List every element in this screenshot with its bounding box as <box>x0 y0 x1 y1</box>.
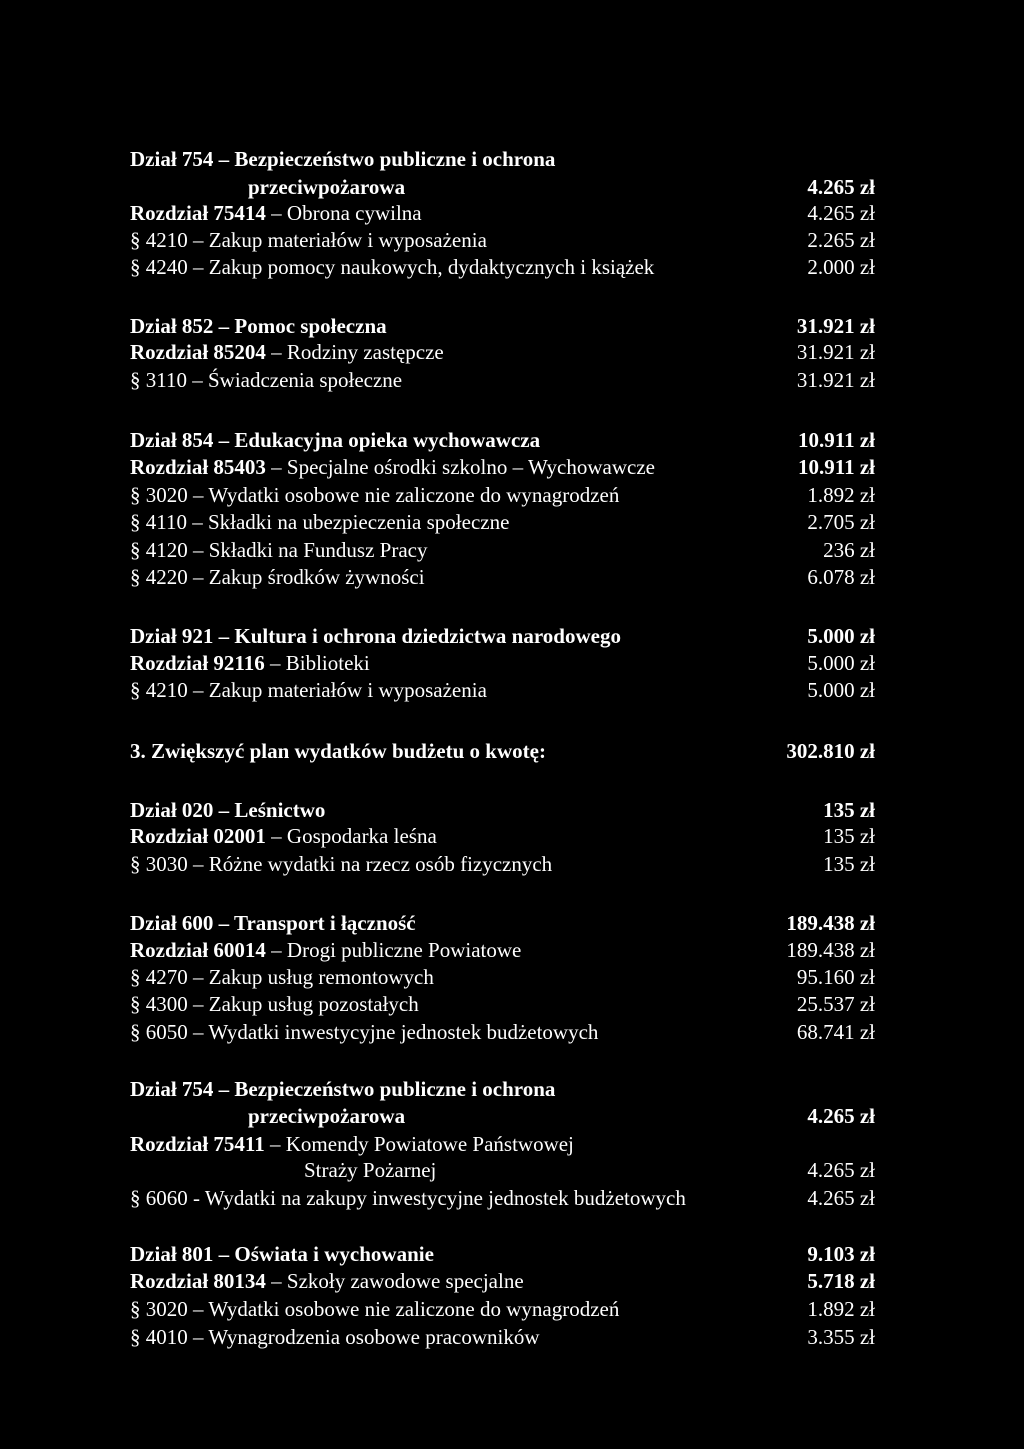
budget-line <box>130 1019 875 1045</box>
budget-line <box>130 650 875 676</box>
budget-line-amount: 2.705 zł <box>807 510 875 534</box>
budget-line <box>130 146 875 172</box>
budget-line <box>130 367 875 393</box>
budget-line-amount: 5.000 zł <box>807 651 875 675</box>
budget-line-amount: 31.921 zł <box>796 314 875 338</box>
budget-line <box>130 677 875 703</box>
budget-line-amount: 135 zł <box>823 852 875 876</box>
budget-line-amount: 302.810 zł <box>786 739 875 763</box>
budget-line-amount: 1.892 zł <box>807 1297 875 1321</box>
budget-line-label: § 4210 – Zakup materiałów i wyposażenia <box>130 678 487 702</box>
budget-line-amount: 135 zł <box>823 798 875 822</box>
budget-line-label: Dział 852 – Pomoc społeczna <box>130 314 387 338</box>
budget-line <box>130 509 875 535</box>
budget-line-amount: 2.265 zł <box>807 228 875 252</box>
budget-line-label: Dział 921 – Kultura i ochrona dziedzictwa narodowego <box>130 624 621 648</box>
budget-line <box>130 1241 875 1267</box>
budget-line-label: Dział 854 – Edukacyjna opieka wychowawcza <box>130 428 541 452</box>
budget-line-amount: 236 zł <box>823 538 875 562</box>
budget-line-label: § 4120 – Składki na Fundusz Pracy <box>130 538 428 562</box>
budget-line-amount: 189.438 zł <box>786 938 875 962</box>
budget-line-label: Straży Pożarnej <box>304 1158 437 1182</box>
budget-line-label: § 4270 – Zakup usług remontowych <box>130 965 434 989</box>
budget-line <box>130 910 875 936</box>
budget-line <box>130 964 875 990</box>
budget-line <box>130 227 875 253</box>
budget-line <box>130 339 875 365</box>
budget-line <box>130 1157 875 1183</box>
budget-line-amount: 5.718 zł <box>807 1269 875 1293</box>
budget-line-label: § 4010 – Wynagrodzenia osobowe pracowników <box>130 1325 540 1349</box>
budget-line <box>130 1103 875 1129</box>
budget-line-amount: 31.921 zł <box>796 368 875 392</box>
budget-line-amount: 4.265 zł <box>807 1158 875 1182</box>
budget-line <box>130 738 875 764</box>
budget-line <box>130 937 875 963</box>
budget-line-amount: 3.355 zł <box>807 1325 875 1349</box>
budget-line <box>130 537 875 563</box>
budget-line-label: Dział 020 – Leśnictwo <box>130 798 326 822</box>
budget-line-label: § 4220 – Zakup środków żywności <box>130 565 425 589</box>
budget-line-amount: 25.537 zł <box>796 992 875 1016</box>
budget-line-label: Rozdział 92116 – Biblioteki <box>130 651 370 675</box>
budget-line <box>130 313 875 339</box>
budget-line-amount: 95.160 zł <box>796 965 875 989</box>
budget-line-label: Rozdział 75414 – Obrona cywilna <box>130 201 422 225</box>
budget-line-amount: 9.103 zł <box>807 1242 875 1266</box>
budget-line-amount: 4.265 zł <box>807 201 875 225</box>
budget-line-label: Rozdział 02001 – Gospodarka leśna <box>130 824 437 848</box>
budget-line-label: § 4240 – Zakup pomocy naukowych, dydaktycznych i książek <box>130 255 655 279</box>
budget-line-label: § 3110 – Świadczenia społeczne <box>130 368 403 392</box>
budget-line-label: Rozdział 80134 – Szkoły zawodowe specjalne <box>130 1269 524 1293</box>
budget-line <box>130 482 875 508</box>
budget-line <box>130 1076 875 1102</box>
budget-line <box>130 851 875 877</box>
budget-line-label: § 4210 – Zakup materiałów i wyposażenia <box>130 228 487 252</box>
budget-line-amount: 189.438 zł <box>786 911 875 935</box>
budget-line-label: Rozdział 85403 – Specjalne ośrodki szkolno – Wychowawcze <box>130 455 655 479</box>
budget-line-label: Dział 600 – Transport i łączność <box>130 911 416 935</box>
budget-line-amount: 5.000 zł <box>807 624 875 648</box>
budget-line-amount: 5.000 zł <box>807 678 875 702</box>
budget-line-amount: 31.921 zł <box>796 340 875 364</box>
budget-line-label: Dział 801 – Oświata i wychowanie <box>130 1242 434 1266</box>
budget-line-label: przeciwpożarowa <box>248 1104 406 1128</box>
budget-line <box>130 564 875 590</box>
budget-line-amount: 4.265 zł <box>807 1186 875 1210</box>
budget-line-amount: 10.911 zł <box>798 455 875 479</box>
budget-line-label: § 6050 – Wydatki inwestycyjne jednostek budżetowych <box>130 1020 599 1044</box>
budget-line-label: § 4110 – Składki na ubezpieczenia społeczne <box>130 510 510 534</box>
budget-line-amount: 68.741 zł <box>796 1020 875 1044</box>
budget-line <box>130 254 875 280</box>
budget-line <box>130 200 875 226</box>
budget-line-label: Rozdział 60014 – Drogi publiczne Powiatowe <box>130 938 522 962</box>
budget-line-amount: 4.265 zł <box>807 1104 875 1128</box>
budget-line <box>130 427 875 453</box>
budget-line <box>130 174 875 200</box>
budget-line <box>130 797 875 823</box>
budget-line <box>130 1268 875 1294</box>
budget-line-label: Dział 754 – Bezpieczeństwo publiczne i ochrona <box>130 147 556 171</box>
budget-line-amount: 135 zł <box>823 824 875 848</box>
budget-line <box>130 1131 875 1157</box>
budget-line-amount: 10.911 zł <box>798 428 875 452</box>
budget-line-amount: 6.078 zł <box>807 565 875 589</box>
budget-line-label: Dział 754 – Bezpieczeństwo publiczne i ochrona <box>130 1077 556 1101</box>
budget-line-label: Rozdział 85204 – Rodziny zastępcze <box>130 340 444 364</box>
budget-line <box>130 623 875 649</box>
budget-line-label: Rozdział 75411 – Komendy Powiatowe Państwowej <box>130 1132 574 1156</box>
budget-line-amount: 4.265 zł <box>807 175 875 199</box>
budget-line-label: § 3030 – Różne wydatki na rzecz osób fizycznych <box>130 852 553 876</box>
budget-line-label: przeciwpożarowa <box>248 175 406 199</box>
budget-line-label: § 4300 – Zakup usług pozostałych <box>130 992 419 1016</box>
budget-line-label: § 6060 - Wydatki na zakupy inwestycyjne jednostek budżetowych <box>130 1186 686 1210</box>
budget-line-label: § 3020 – Wydatki osobowe nie zaliczone do wynagrodzeń <box>130 483 620 507</box>
budget-line-amount: 1.892 zł <box>807 483 875 507</box>
budget-line <box>130 454 875 480</box>
budget-line <box>130 1296 875 1322</box>
budget-line-amount: 2.000 zł <box>807 255 875 279</box>
budget-line <box>130 1324 875 1350</box>
budget-line-label: § 3020 – Wydatki osobowe nie zaliczone do wynagrodzeń <box>130 1297 620 1321</box>
budget-line <box>130 991 875 1017</box>
budget-line <box>130 1185 875 1211</box>
budget-line <box>130 823 875 849</box>
budget-line-label: 3. Zwiększyć plan wydatków budżetu o kwotę: <box>130 739 546 763</box>
